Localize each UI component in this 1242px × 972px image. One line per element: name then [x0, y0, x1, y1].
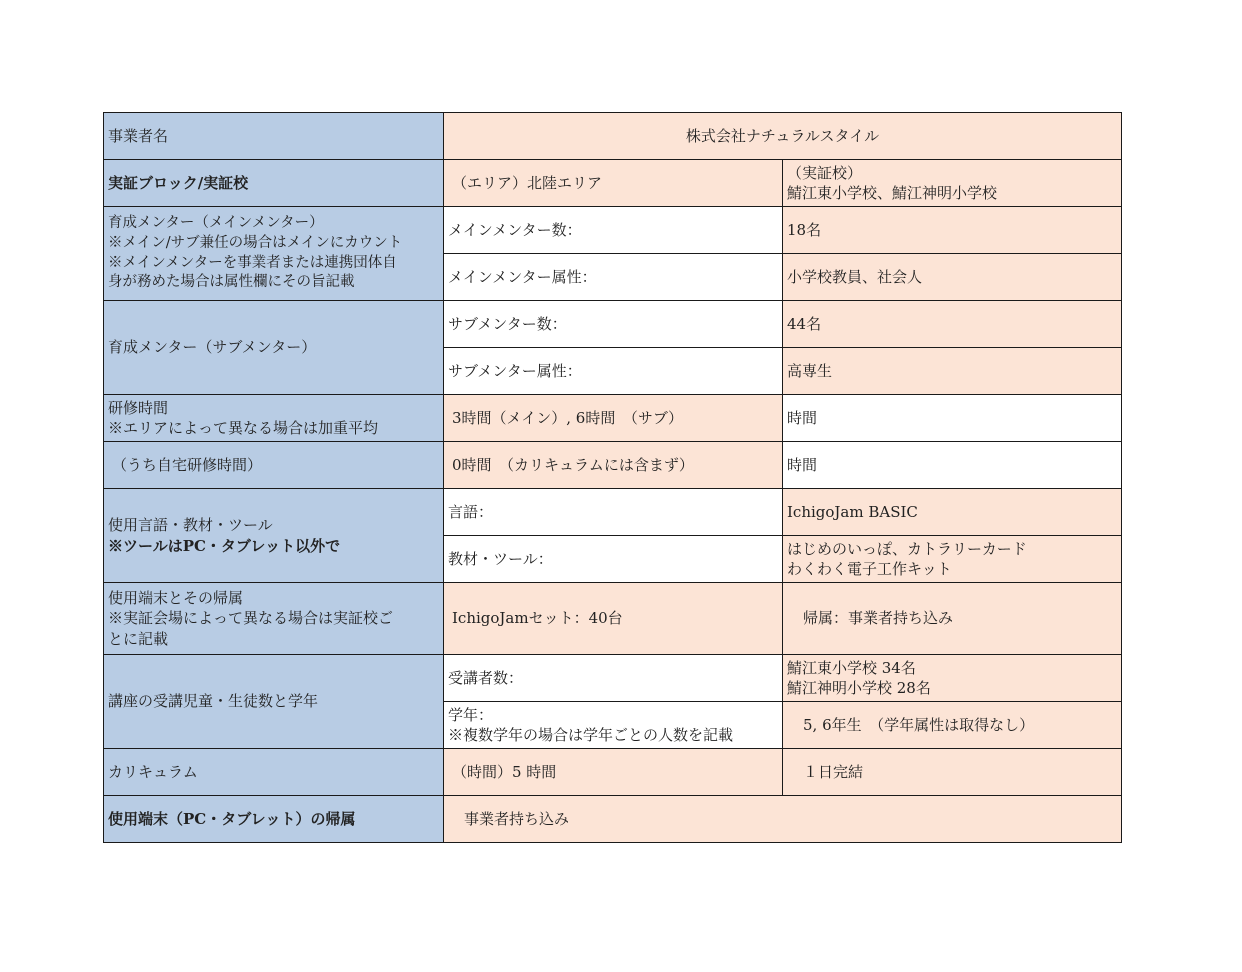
- block-school-cell: [783, 160, 1122, 207]
- device-ownership: 帰属：事業者持ち込み: [783, 583, 1122, 655]
- tool-value: [783, 536, 1122, 583]
- training-label: [104, 395, 444, 442]
- row-device: [104, 583, 1122, 655]
- main-mentor-title: 育成メンター（メインメンター）: [108, 215, 324, 232]
- training-unit: 時間: [783, 395, 1122, 442]
- student-count-label: 受講者数：: [444, 655, 783, 702]
- training-title: 研修時間: [108, 398, 169, 417]
- grade-title: 学年：: [448, 705, 494, 724]
- block-label: 実証ブロック/実証校: [104, 160, 444, 207]
- curriculum-label: カリキュラム: [104, 749, 444, 796]
- grade-value: 5, 6年生 （学年属性は取得なし）: [783, 702, 1122, 749]
- student-count-value: [783, 655, 1122, 702]
- business-name-value: 株式会社ナチュラルスタイル: [444, 113, 1122, 160]
- main-mentor-note-2: ※メインメンターを事業者または連携団体自: [108, 254, 397, 271]
- school-heading: （実証校）: [787, 163, 863, 182]
- student-count-1: 鯖江東小学校 34名: [787, 658, 916, 677]
- lang-label: 言語：: [444, 489, 783, 536]
- device-label: [104, 583, 444, 655]
- device-title: 使用端末とその帰属: [108, 589, 244, 608]
- main-mentor-note-3: 身が務めた場合は属性欄にその旨記載: [108, 274, 355, 291]
- row-main-mentor-count: [104, 207, 1122, 254]
- row-language: [104, 489, 1122, 536]
- sub-mentor-attr-label: サブメンター属性：: [444, 348, 783, 395]
- row-curriculum: [104, 749, 1122, 796]
- device-owner-value: 事業者持ち込み: [444, 796, 1122, 843]
- device-note-2: とに記載: [108, 629, 169, 648]
- row-training: [104, 395, 1122, 442]
- device-owner-label: 使用端末（PC・タブレット）の帰属: [104, 796, 444, 843]
- school-names: 鯖江東小学校、鯖江神明小学校: [787, 184, 998, 202]
- home-training-unit: 時間: [783, 442, 1122, 489]
- row-business: [104, 113, 1122, 160]
- lang-value: IchigoJam BASIC: [783, 489, 1122, 536]
- student-count-2: 鯖江神明小学校 28名: [787, 679, 931, 697]
- main-mentor-label: [104, 207, 444, 301]
- home-training-label: （うち自宅研修時間）: [104, 442, 444, 489]
- sub-mentor-count-value: 44名: [783, 301, 1122, 348]
- device-value: IchigoJamセット：40台: [444, 583, 783, 655]
- grade-note: ※複数学年の場合は学年ごとの人数を記載: [448, 726, 734, 744]
- row-home-training: [104, 442, 1122, 489]
- device-note-1: ※実証会場によって異なる場合は実証校ご: [108, 609, 394, 628]
- sub-mentor-attr-value: 高専生: [783, 348, 1122, 395]
- language-label: [104, 489, 444, 583]
- curriculum-format: １日完結: [783, 749, 1122, 796]
- row-sub-mentor-count: [104, 301, 1122, 348]
- tool-value-1: はじめのいっぽ、カトラリーカード: [787, 539, 1027, 558]
- home-training-value: 0時間 （カリキュラムには含まず）: [444, 442, 783, 489]
- language-title: 使用言語・教材・ツール: [108, 516, 273, 535]
- students-label: 講座の受講児童・生徒数と学年: [104, 655, 444, 749]
- main-mentor-count-value: 18名: [783, 207, 1122, 254]
- tool-label: 教材・ツール：: [444, 536, 783, 583]
- training-note: ※エリアによって異なる場合は加重平均: [108, 419, 379, 437]
- business-report-table: [103, 112, 1122, 843]
- block-area-value: （エリア）北陸エリア: [444, 160, 783, 207]
- main-mentor-attr-value: 小学校教員、社会人: [783, 254, 1122, 301]
- grade-label: [444, 702, 783, 749]
- row-device-owner: [104, 796, 1122, 843]
- business-name-label: 事業者名: [104, 113, 444, 160]
- curriculum-hours: （時間）5 時間: [444, 749, 783, 796]
- training-value: 3時間（メイン）, 6時間 （サブ）: [444, 395, 783, 442]
- row-block: [104, 160, 1122, 207]
- sub-mentor-count-label: サブメンター数：: [444, 301, 783, 348]
- main-mentor-attr-label: メインメンター属性：: [444, 254, 783, 301]
- row-student-count: [104, 655, 1122, 702]
- sub-mentor-label: 育成メンター（サブメンター）: [104, 301, 444, 395]
- main-mentor-note-1: ※メイン/サブ兼任の場合はメインにカウント: [108, 234, 403, 251]
- tool-value-2: わくわく電子工作キット: [787, 560, 952, 578]
- language-note: ※ツールはPC・タブレット以外で: [108, 536, 341, 555]
- main-mentor-count-label: メインメンター数：: [444, 207, 783, 254]
